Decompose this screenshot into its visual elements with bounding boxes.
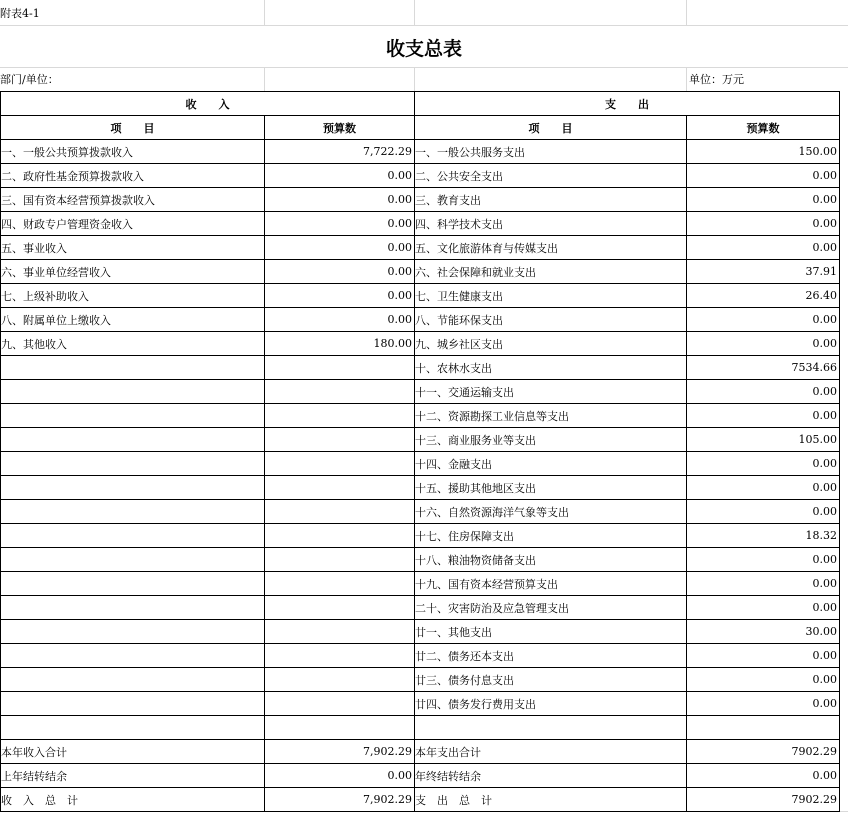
expense-item-cell: 十四、金融支出 [415, 452, 687, 476]
expense-value-cell: 150.00 [687, 140, 840, 164]
income-value-cell [265, 500, 415, 524]
expense-item-cell: 十一、交通运输支出 [415, 380, 687, 404]
expense-item-header: 项 目 [415, 116, 687, 140]
income-value-cell: 7,722.29 [265, 140, 415, 164]
income-value-cell [265, 452, 415, 476]
expense-value-cell [687, 716, 840, 740]
table-row [1, 764, 840, 788]
income-value-cell: 0.00 [265, 764, 415, 788]
expense-item-cell: 七、卫生健康支出 [415, 284, 687, 308]
expense-item-cell: 十三、商业服务业等支出 [415, 428, 687, 452]
income-item-cell [1, 404, 265, 428]
income-value-cell: 0.00 [265, 308, 415, 332]
income-value-cell [265, 524, 415, 548]
expense-value-cell: 0.00 [687, 452, 840, 476]
expense-value-cell: 0.00 [687, 692, 840, 716]
department-label: 部门/单位： [0, 72, 59, 86]
table-row [1, 548, 840, 572]
income-item-cell [1, 500, 265, 524]
income-item-cell: 一、一般公共预算拨款收入 [1, 140, 265, 164]
income-value-cell [265, 404, 415, 428]
expense-value-cell: 0.00 [687, 380, 840, 404]
income-expense-table [0, 91, 840, 812]
income-item-cell [1, 548, 265, 572]
income-item-cell: 八、附属单位上缴收入 [1, 308, 265, 332]
income-value-cell: 0.00 [265, 188, 415, 212]
income-item-cell [1, 668, 265, 692]
expense-value-cell: 0.00 [687, 212, 840, 236]
income-item-cell [1, 644, 265, 668]
expense-value-cell: 7534.66 [687, 356, 840, 380]
expense-value-cell: 0.00 [687, 644, 840, 668]
expense-item-cell: 十七、住房保障支出 [415, 524, 687, 548]
expense-value-cell: 0.00 [687, 404, 840, 428]
expense-value-cell: 105.00 [687, 428, 840, 452]
table-row [1, 380, 840, 404]
income-item-cell: 本年收入合计 [1, 740, 265, 764]
income-item-cell: 二、政府性基金预算拨款收入 [1, 164, 265, 188]
table-row [1, 476, 840, 500]
table-row [1, 716, 840, 740]
income-item-cell [1, 716, 265, 740]
expense-item-cell: 十二、资源勘探工业信息等支出 [415, 404, 687, 428]
income-item-cell: 四、财政专户管理资金收入 [1, 212, 265, 236]
income-value-cell [265, 428, 415, 452]
income-item-cell: 上年结转结余 [1, 764, 265, 788]
gridline [686, 0, 687, 25]
income-value-cell: 7,902.29 [265, 740, 415, 764]
expense-value-cell: 0.00 [687, 764, 840, 788]
expense-value-cell: 0.00 [687, 164, 840, 188]
table-row [1, 164, 840, 188]
gridline [414, 67, 415, 91]
table-row [1, 308, 840, 332]
expense-item-cell: 一、一般公共服务支出 [415, 140, 687, 164]
expense-item-cell: 三、教育支出 [415, 188, 687, 212]
expense-item-cell: 本年支出合计 [415, 740, 687, 764]
expense-item-cell: 十九、国有资本经营预算支出 [415, 572, 687, 596]
expense-value-cell: 30.00 [687, 620, 840, 644]
expense-value-cell: 7902.29 [687, 740, 840, 764]
expense-item-cell: 四、科学技术支出 [415, 212, 687, 236]
column-header-row [1, 116, 840, 140]
expense-item-cell: 五、文化旅游体育与传媒支出 [415, 236, 687, 260]
table-row [1, 404, 840, 428]
expense-value-cell: 0.00 [687, 308, 840, 332]
table-row [1, 236, 840, 260]
income-value-cell: 7,902.29 [265, 788, 415, 812]
income-value-cell [265, 572, 415, 596]
income-item-cell [1, 620, 265, 644]
income-item-cell [1, 476, 265, 500]
expense-item-cell: 十六、自然资源海洋气象等支出 [415, 500, 687, 524]
income-item-cell [1, 356, 265, 380]
income-value-cell: 180.00 [265, 332, 415, 356]
expense-value-cell: 18.32 [687, 524, 840, 548]
table-row [1, 212, 840, 236]
expense-value-cell: 0.00 [687, 188, 840, 212]
expense-item-cell [415, 716, 687, 740]
income-item-cell [1, 572, 265, 596]
income-item-cell: 六、事业单位经营收入 [1, 260, 265, 284]
table-row [1, 788, 840, 812]
expense-value-cell: 26.40 [687, 284, 840, 308]
income-section-header: 收 入 [1, 92, 415, 116]
income-budget-header: 预算数 [265, 116, 415, 140]
expense-value-cell: 0.00 [687, 500, 840, 524]
table-row [1, 260, 840, 284]
expense-item-cell: 十、农林水支出 [415, 356, 687, 380]
expense-value-cell: 0.00 [687, 668, 840, 692]
expense-value-cell: 0.00 [687, 548, 840, 572]
expense-item-cell: 廿二、债务还本支出 [415, 644, 687, 668]
income-item-header: 项 目 [1, 116, 265, 140]
expense-item-cell: 八、节能环保支出 [415, 308, 687, 332]
expense-item-cell: 二十、灾害防治及应急管理支出 [415, 596, 687, 620]
income-value-cell [265, 716, 415, 740]
gridline [264, 67, 265, 91]
income-value-cell [265, 356, 415, 380]
expense-value-cell: 37.91 [687, 260, 840, 284]
income-value-cell [265, 380, 415, 404]
expense-value-cell: 0.00 [687, 572, 840, 596]
table-row [1, 452, 840, 476]
table-row [1, 692, 840, 716]
page-title: 收支总表 [385, 37, 462, 60]
income-value-cell [265, 596, 415, 620]
table-row [1, 188, 840, 212]
expense-item-cell: 支 出 总 计 [415, 788, 687, 812]
table-row [1, 332, 840, 356]
income-value-cell [265, 668, 415, 692]
expense-item-cell: 廿四、债务发行费用支出 [415, 692, 687, 716]
income-value-cell [265, 620, 415, 644]
income-value-cell: 0.00 [265, 164, 415, 188]
gridline [0, 67, 848, 68]
gridline [264, 0, 265, 25]
gridline [686, 67, 687, 91]
income-item-cell [1, 692, 265, 716]
income-item-cell: 七、上级补助收入 [1, 284, 265, 308]
income-value-cell: 0.00 [265, 212, 415, 236]
income-value-cell [265, 548, 415, 572]
income-item-cell: 五、事业收入 [1, 236, 265, 260]
income-value-cell: 0.00 [265, 236, 415, 260]
income-item-cell [1, 452, 265, 476]
section-header-row [1, 92, 840, 116]
expense-item-cell: 二、公共安全支出 [415, 164, 687, 188]
expense-item-cell: 十八、粮油物资储备支出 [415, 548, 687, 572]
income-value-cell [265, 644, 415, 668]
expense-item-cell: 十五、援助其他地区支出 [415, 476, 687, 500]
income-value-cell: 0.00 [265, 260, 415, 284]
income-item-cell [1, 596, 265, 620]
expense-item-cell: 廿一、其他支出 [415, 620, 687, 644]
income-item-cell: 收 入 总 计 [1, 788, 265, 812]
table-row [1, 620, 840, 644]
expense-value-cell: 0.00 [687, 332, 840, 356]
expense-value-cell: 7902.29 [687, 788, 840, 812]
income-item-cell [1, 524, 265, 548]
income-value-cell: 0.00 [265, 284, 415, 308]
income-item-cell [1, 380, 265, 404]
table-row [1, 284, 840, 308]
expense-item-cell: 六、社会保障和就业支出 [415, 260, 687, 284]
expense-section-header: 支 出 [415, 92, 840, 116]
table-row [1, 644, 840, 668]
expense-value-cell: 0.00 [687, 236, 840, 260]
table-row [1, 356, 840, 380]
table-row [1, 500, 840, 524]
table-row [1, 428, 840, 452]
table-row [1, 572, 840, 596]
unit-label: 单位：万元 [689, 72, 744, 86]
expense-value-cell: 0.00 [687, 476, 840, 500]
table-row [1, 668, 840, 692]
expense-value-cell: 0.00 [687, 596, 840, 620]
income-value-cell [265, 692, 415, 716]
attachment-number: 附表4-1 [0, 6, 40, 20]
table-row [1, 740, 840, 764]
expense-item-cell: 廿三、债务付息支出 [415, 668, 687, 692]
expense-budget-header: 预算数 [687, 116, 840, 140]
income-value-cell [265, 476, 415, 500]
expense-item-cell: 九、城乡社区支出 [415, 332, 687, 356]
gridline [0, 25, 848, 26]
expense-item-cell: 年终结转结余 [415, 764, 687, 788]
gridline [414, 0, 415, 25]
income-item-cell [1, 428, 265, 452]
income-item-cell: 九、其他收入 [1, 332, 265, 356]
income-item-cell: 三、国有资本经营预算拨款收入 [1, 188, 265, 212]
table-row [1, 524, 840, 548]
table-row [1, 596, 840, 620]
table-row [1, 140, 840, 164]
